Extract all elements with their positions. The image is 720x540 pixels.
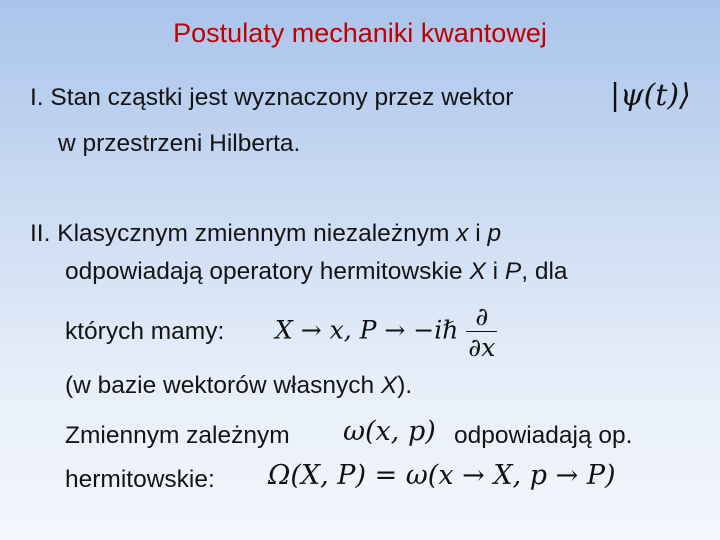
postulate2-line6-pre: hermitowskie: [65,466,215,493]
fraction-denominator: ∂x [468,333,496,362]
postulate2-line2-tail: , dla [521,258,568,285]
postulate2-line2 [65,258,568,286]
postulate2-line2-text: odpowiadają operatory hermitowskie [65,258,463,285]
formula1-left: X → x, P → −iℏ [275,315,459,345]
operator-P: P [504,258,522,285]
partial-derivative-fraction [466,304,497,360]
postulate1-line2: w przestrzeni Hilberta. [58,130,301,157]
classical-function-omega: ω(x, p) [343,416,436,447]
postulate2-line1 [30,220,501,248]
formula-operator-function: Ω(X, P) = ω(x → X, p → P) [268,460,616,491]
postulate2-line4-post: ). [397,372,413,399]
slide-title: Postulaty mechaniki kwantowej [173,18,547,48]
postulate2-line5-post: odpowiadają op. [454,422,633,449]
conjunction-i-1: i [475,220,481,247]
state-vector-ket: |ψ(t)⟩ [610,78,691,113]
postulate2-line1-text: II. Klasycznym zmiennym niezależnym [30,220,450,247]
formula-operator-mapping [275,304,497,360]
postulate1-line1: I. Stan cząstki jest wyznaczony przez wektor [30,84,514,111]
postulate2-line4-pre: (w bazie wektorów własnych [65,372,375,399]
variable-p: p [487,220,502,247]
conjunction-i-2: i [492,258,499,285]
basis-operator-X: X [380,372,398,399]
fraction-numerator: ∂ [475,302,489,331]
variable-x: x [456,220,469,247]
operator-X: X [469,258,486,285]
postulate2-line3: których mamy: [65,318,225,345]
postulate2-line5-pre: Zmiennym zależnym [65,422,290,449]
postulate2-line4 [65,372,412,400]
